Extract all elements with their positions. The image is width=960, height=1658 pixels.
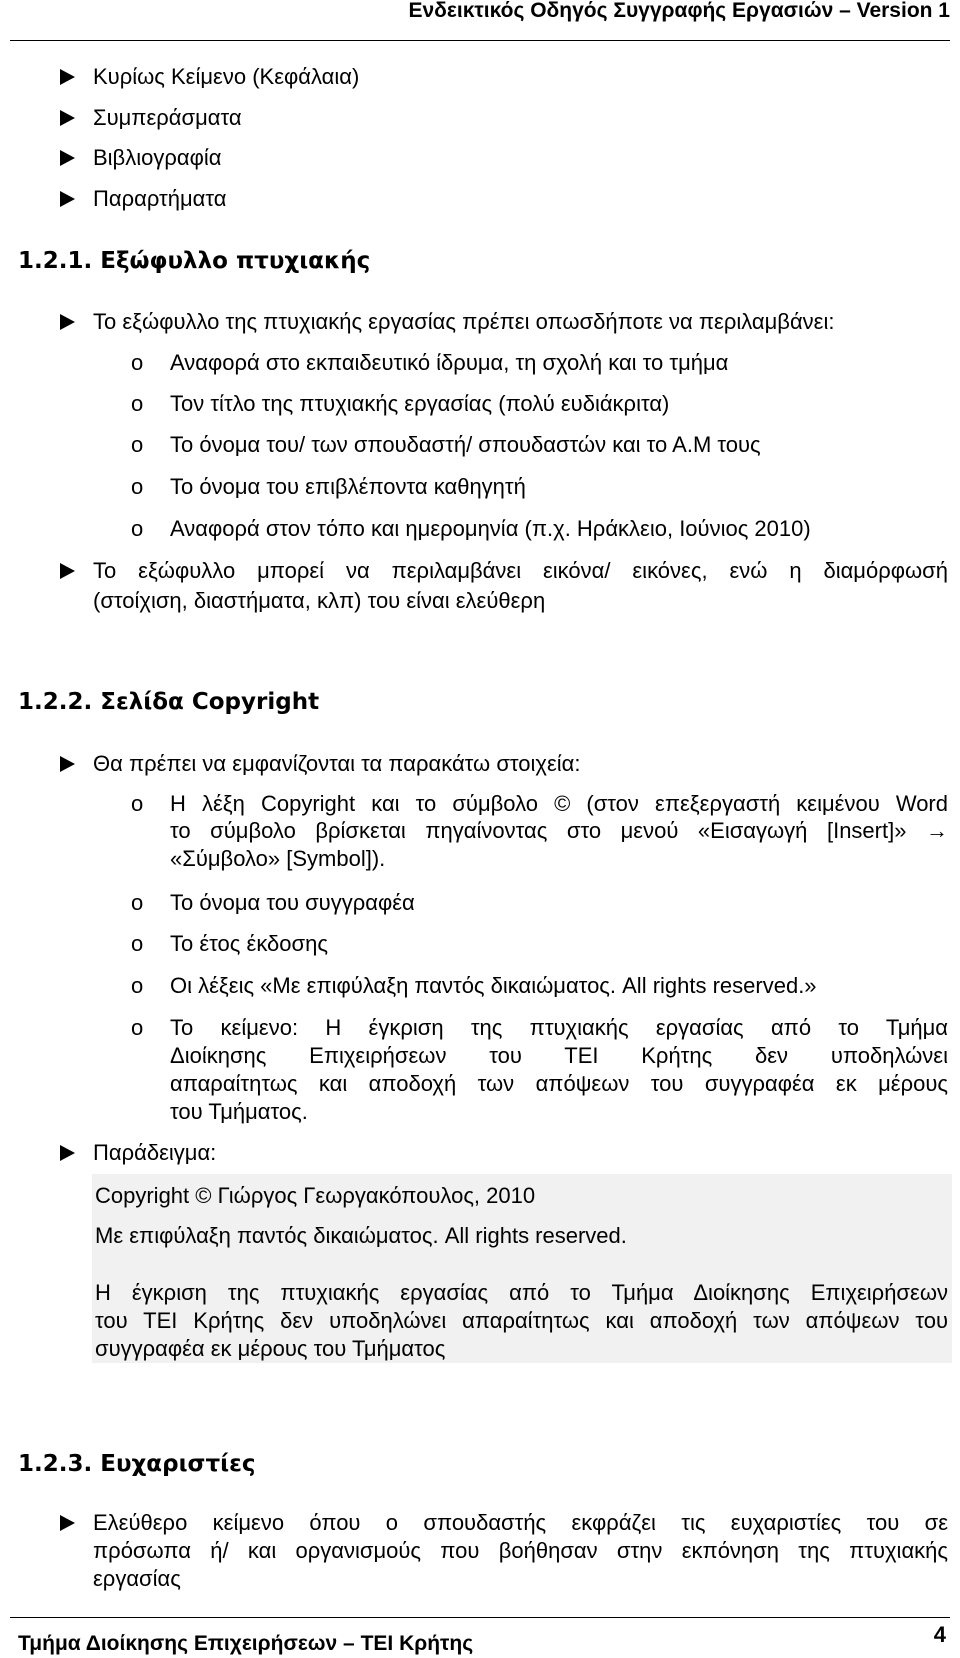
sub-list-item: Οι λέξεις «Με επιφύλαξη παντός δικαιώματος. All rights reserved.» xyxy=(170,973,817,998)
triangle-bullet-icon xyxy=(60,69,75,85)
sub-list-item: Η λέξη Copyright και το σύμβολο © (στον επεξεργαστή κειμένου Word xyxy=(170,791,948,816)
sub-list-item: Αναφορά στον τόπο και ημερομηνία (π.χ. Ηράκλειο, Ιούνιος 2010) xyxy=(170,516,811,541)
sub-list-item: Το έτος έκδοσης xyxy=(170,931,328,956)
example-line: του ΤΕΙ Κρήτης δεν υποδηλώνει απαραίτητως και αποδοχή των απόψεων του xyxy=(95,1308,948,1333)
example-line: Η έγκριση της πτυχιακής εργασίας από το Τμήμα Διοίκησης Επιχειρήσεων xyxy=(95,1280,948,1305)
list-item: Βιβλιογραφία xyxy=(93,145,222,170)
page-number: 4 xyxy=(933,1622,946,1647)
list-item: Το εξώφυλλο μπορεί να περιλαμβάνει εικόνα/ εικόνες, ενώ η διαμόρφωσή xyxy=(93,558,948,583)
circle-bullet-icon: o xyxy=(131,890,144,915)
example-line: Copyright © Γιώργος Γεωργακόπουλος, 2010 xyxy=(95,1183,536,1208)
triangle-bullet-icon xyxy=(60,150,75,166)
footer-text: Τμήμα Διοίκησης Επιχειρήσεων – ΤΕΙ Κρήτης xyxy=(18,1632,474,1655)
list-item-continuation: (στοίχιση, διαστήματα, κλπ) του είναι ελεύθερη xyxy=(93,588,546,613)
sub-list-item: Το κείμενο: Η έγκριση της πτυχιακής εργασίας από το Τμήμα xyxy=(170,1015,948,1040)
list-item: Παράδειγμα: xyxy=(93,1140,217,1165)
sub-list-item: Το όνομα του επιβλέποντα καθηγητή xyxy=(170,474,526,499)
section-heading: 1.2.1. Εξώφυλλο πτυχιακής xyxy=(18,248,371,274)
circle-bullet-icon: o xyxy=(131,350,144,375)
page-header xyxy=(10,0,950,41)
page-footer xyxy=(10,1617,950,1658)
list-item: Συμπεράσματα xyxy=(93,105,242,130)
document-title: Ενδεικτικός Οδηγός Συγγραφής Εργασιών – Version 1 xyxy=(408,0,950,22)
section-heading: 1.2.3. Ευχαριστίες xyxy=(18,1451,256,1477)
sub-list-item: Το όνομα του/ των σπουδαστή/ σπουδαστών και το Α.Μ τους xyxy=(170,432,761,457)
section-heading: 1.2.2. Σελίδα Copyright xyxy=(18,689,320,715)
circle-bullet-icon: o xyxy=(131,931,144,956)
circle-bullet-icon: o xyxy=(131,391,144,416)
list-item: Ελεύθερο κείμενο όπου ο σπουδαστής εκφράζει τις ευχαριστίες του σε xyxy=(93,1510,948,1535)
list-item: Παραρτήματα xyxy=(93,186,227,211)
circle-bullet-icon: o xyxy=(131,516,144,541)
sub-list-item-continuation: Διοίκησης Επιχειρήσεων του ΤΕΙ Κρήτης δεν υποδηλώνει xyxy=(170,1043,948,1068)
sub-list-item-continuation: απαραίτητως και αποδοχή των απόψεων του συγγραφέα εκ μέρους xyxy=(170,1071,948,1096)
triangle-bullet-icon xyxy=(60,191,75,207)
list-item-continuation: πρόσωπα ή/ και οργανισμούς που βοήθησαν στην εκπόνηση της πτυχιακής xyxy=(93,1538,948,1563)
list-item: Κυρίως Κείμενο (Κεφάλαια) xyxy=(93,64,360,89)
sub-list-item-continuation: του Τμήματος. xyxy=(170,1099,308,1124)
list-item-continuation: εργασίας xyxy=(93,1566,181,1591)
triangle-bullet-icon xyxy=(60,314,75,330)
triangle-bullet-icon xyxy=(60,1515,75,1531)
circle-bullet-icon: o xyxy=(131,791,144,816)
triangle-bullet-icon xyxy=(60,563,75,579)
example-line: Με επιφύλαξη παντός δικαιώματος. All rights reserved. xyxy=(95,1223,627,1248)
circle-bullet-icon: o xyxy=(131,973,144,998)
triangle-bullet-icon xyxy=(60,110,75,126)
list-item: Το εξώφυλλο της πτυχιακής εργασίας πρέπει οπωσδήποτε να περιλαμβάνει: xyxy=(93,309,835,334)
triangle-bullet-icon xyxy=(60,756,75,772)
triangle-bullet-icon xyxy=(60,1145,75,1161)
sub-list-item: Τον τίτλο της πτυχιακής εργασίας (πολύ ευδιάκριτα) xyxy=(170,391,670,416)
list-item: Θα πρέπει να εμφανίζονται τα παρακάτω στοιχεία: xyxy=(93,751,581,776)
sub-list-item: Το όνομα του συγγραφέα xyxy=(170,890,415,915)
circle-bullet-icon: o xyxy=(131,474,144,499)
circle-bullet-icon: o xyxy=(131,432,144,457)
sub-list-item-continuation: το σύμβολο βρίσκεται πηγαίνοντας στο μενού «Εισαγωγή [Insert]» → xyxy=(170,818,948,843)
sub-list-item-continuation: «Σύμβολο» [Symbol]). xyxy=(170,846,386,871)
sub-list-item: Αναφορά στο εκπαιδευτικό ίδρυμα, τη σχολή και το τμήμα xyxy=(170,350,729,375)
circle-bullet-icon: o xyxy=(131,1015,144,1040)
example-line: συγγραφέα εκ μέρους του Τμήματος xyxy=(95,1336,446,1361)
